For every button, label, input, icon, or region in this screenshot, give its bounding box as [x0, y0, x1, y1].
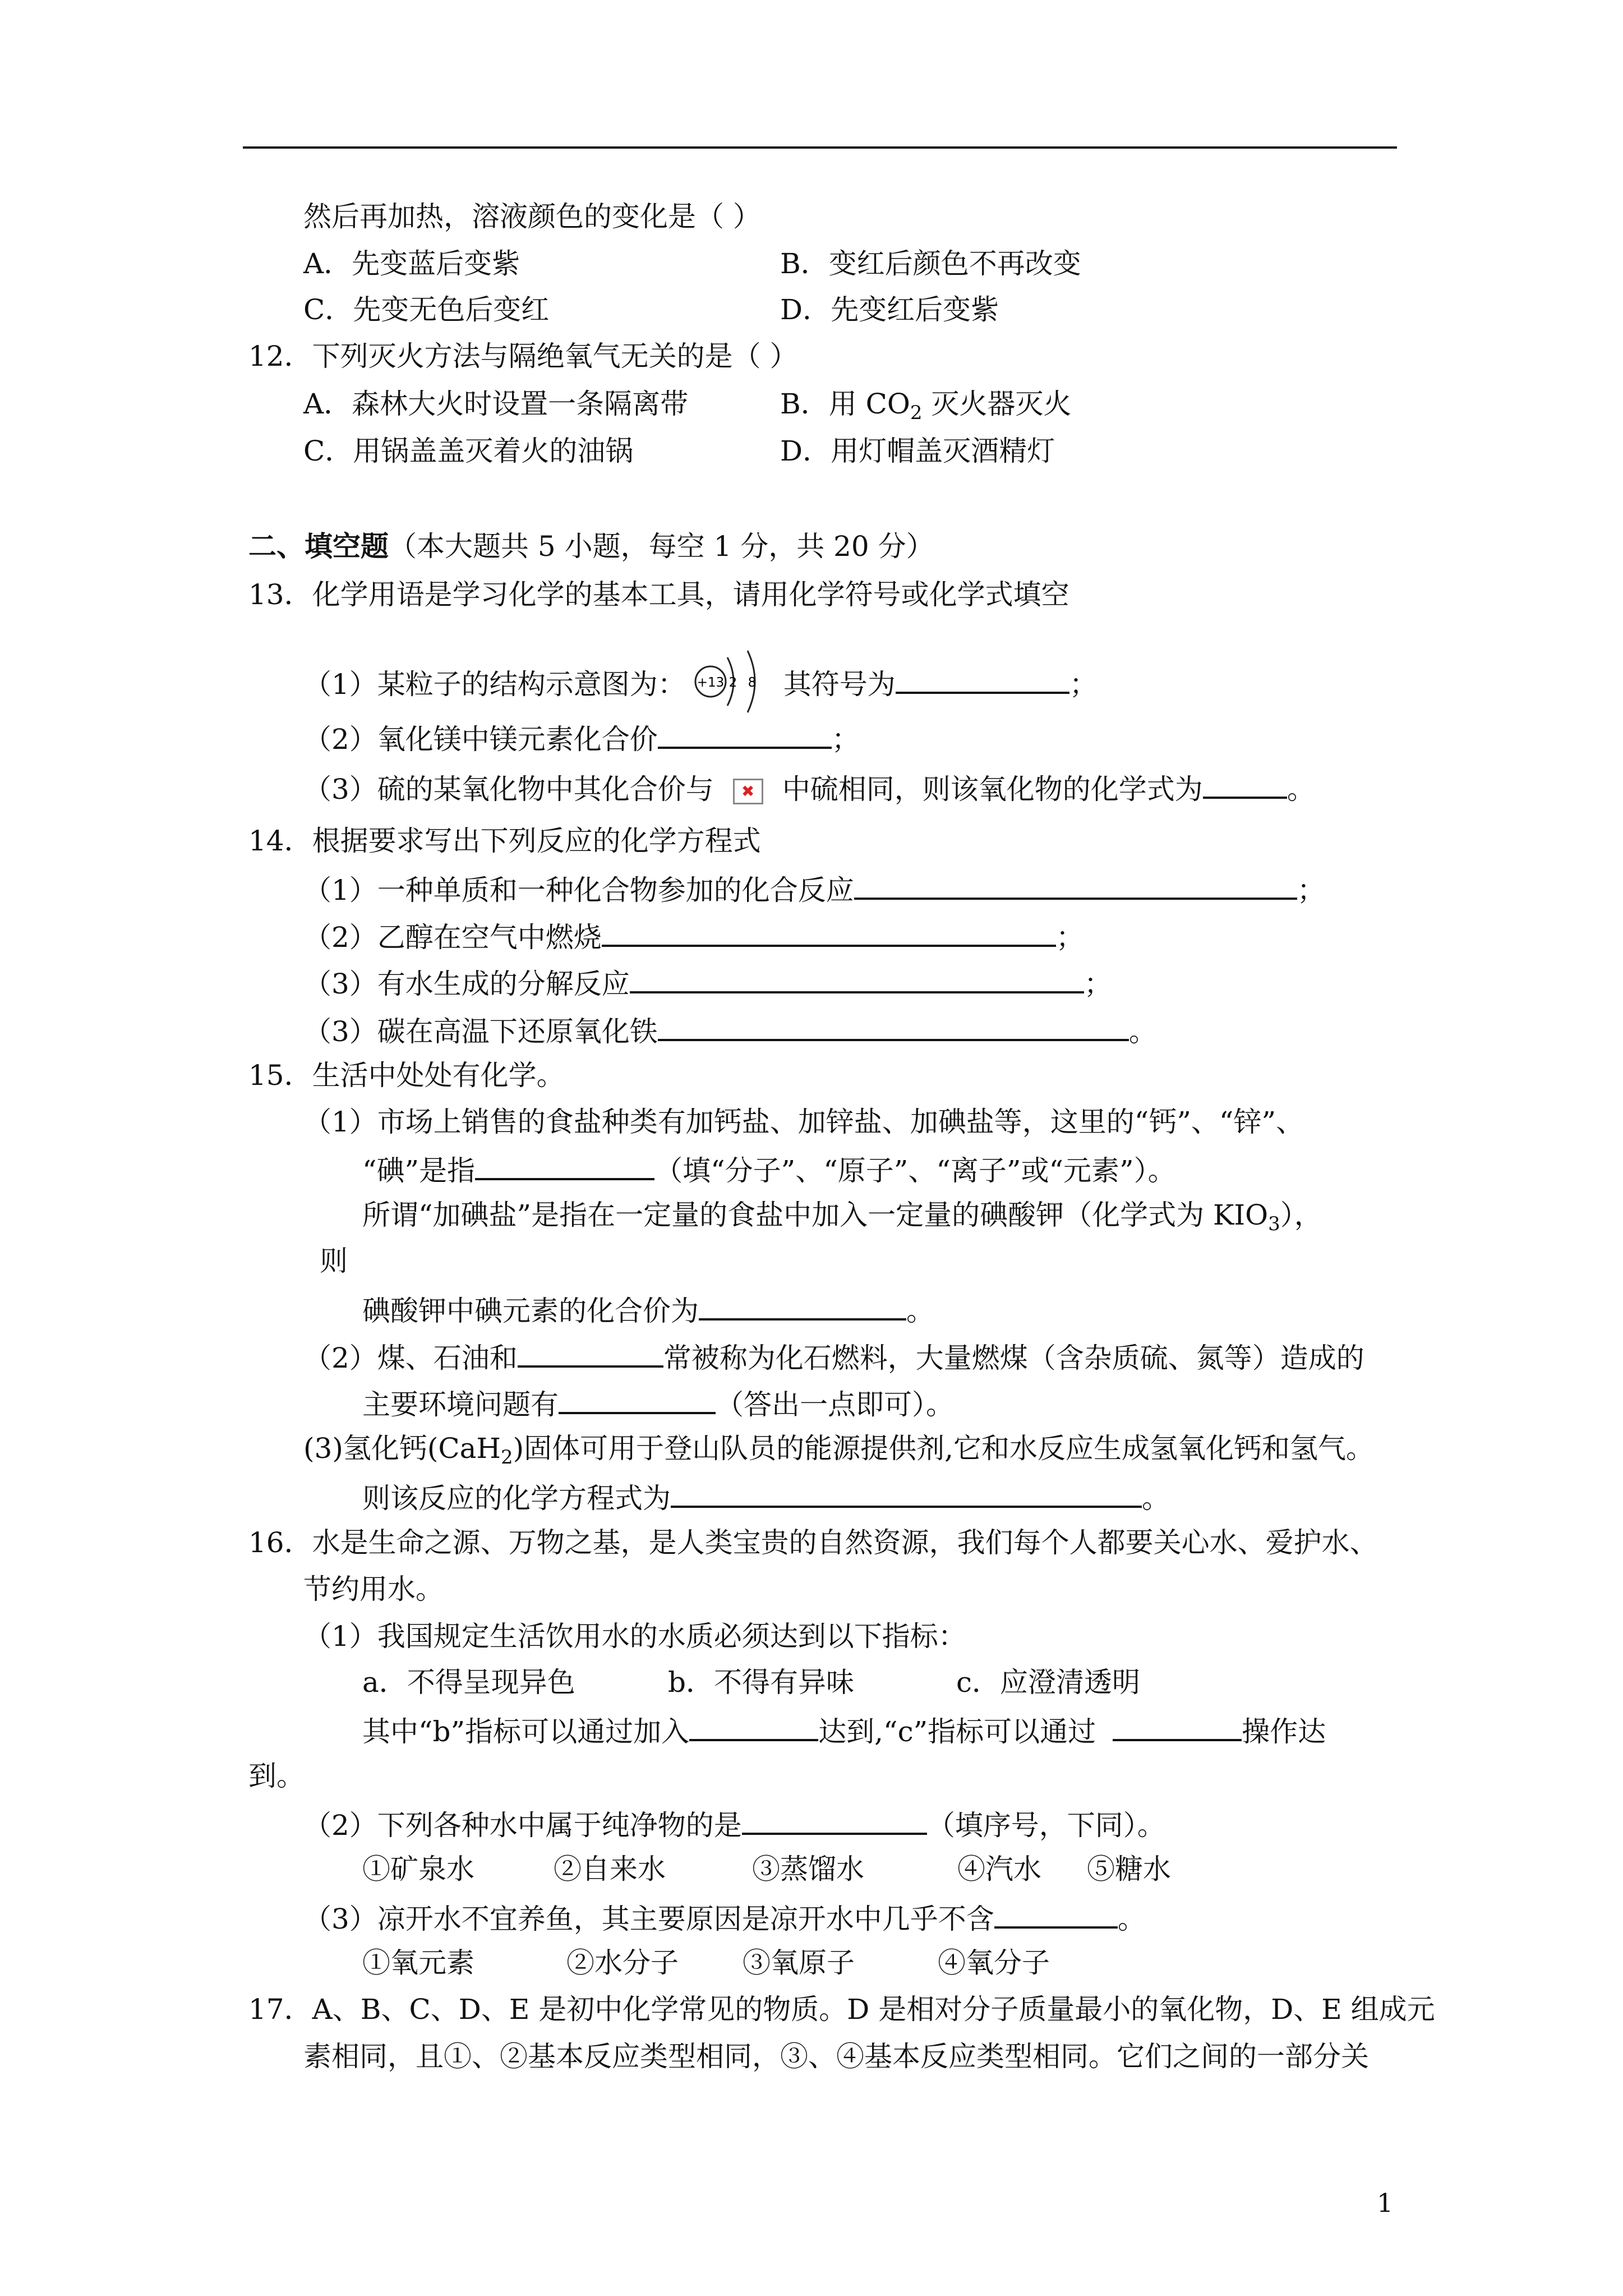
blank-q14-2[interactable] [602, 918, 1056, 947]
q11-option-c: C．先变无色后变红 [303, 293, 550, 326]
atom-shell1-electrons: 2 [728, 675, 737, 690]
q16-indicator-a: a．不得呈现异色 [362, 1666, 575, 1699]
blank-q13-3[interactable] [1203, 770, 1287, 799]
blank-q13-1[interactable] [896, 665, 1069, 694]
atom-nucleus-charge: +13 [697, 675, 725, 690]
q16-stem-line1: 16．水是生命之源、万物之基，是人类宝贵的自然资源，我们每个人都要关心水、爱护水、 [248, 1526, 1378, 1559]
q16-water-option-5: ⑤糖水 [1087, 1853, 1171, 1885]
q16-water-option-2: ②自来水 [554, 1853, 666, 1885]
q12-option-b: B．用 $CO_2$ 灭火器灭火 [780, 388, 1072, 424]
q14-part2: （2）乙醇在空气中燃烧 ； [303, 918, 1084, 954]
q17-stem-line2: 素相同，且①、②基本反应类型相同，③、④基本反应类型相同。它们之间的一部分关 [303, 2040, 1369, 2073]
section-2-heading [248, 530, 934, 563]
q15-part1-line3: 所谓“加碘盐”是指在一定量的食盐中加入一定量的碘酸钾（化学式为 $KIO_3$）， [362, 1199, 1322, 1235]
q16-part1-line3: 其中“b”指标可以通过加入 达到,“c”指标可以通过 操作达 [362, 1712, 1326, 1749]
q15-part1-line2: “碘”是指 （填“分子”、“原子”、“离子”或“元素”）。 [362, 1151, 1176, 1188]
q16-water-option-1: ①矿泉水 [362, 1853, 474, 1885]
page-number: 1 [1377, 2188, 1394, 2218]
q14-stem: 14．根据要求写出下列反应的化学方程式 [248, 825, 761, 857]
blank-q15-4[interactable] [559, 1385, 716, 1414]
section-title: 二、填空题 [248, 530, 389, 563]
q16-oxygen-option-4: ④氧分子 [938, 1947, 1050, 1979]
q13-part1: （1）某粒子的结构示意图为： +13 2 8 其符号为 ； [303, 645, 1098, 728]
blank-q15-3[interactable] [518, 1338, 663, 1368]
blank-q13-2[interactable] [658, 720, 832, 749]
blank-q15-1[interactable] [475, 1151, 654, 1180]
q16-part1-line4: 到。 [248, 1760, 305, 1792]
header-rule [243, 146, 1397, 149]
q16-part2: （2）下列各种水中属于纯净物的是 （填序号，下同）。 [303, 1806, 1165, 1842]
q17-stem-line1: 17．A、B、C、D、E 是初中化学常见的物质。D 是相对分子质量最小的氧化物，D、E 组成元 [248, 1993, 1435, 2026]
q16-water-option-3: ③蒸馏水 [752, 1853, 864, 1885]
q14-part1: （1）一种单质和一种化合物参加的化合反应 ； [303, 871, 1325, 907]
q12-option-a: A．森林大火时设置一条隔离带 [303, 388, 689, 420]
q16-oxygen-option-3: ③氧原子 [743, 1947, 855, 1979]
q11-option-b: B．变红后颜色不再改变 [780, 247, 1081, 280]
q16-water-option-4: ④汽水 [957, 1853, 1041, 1885]
blank-q16-4[interactable] [994, 1899, 1118, 1929]
atom-shell2-electrons: 8 [748, 675, 757, 690]
q15-part2-line1: （2）煤、石油和 常被称为化石燃料，大量燃煤（含杂质硫、氮等）造成的 [303, 1338, 1364, 1375]
blank-q16-1[interactable] [689, 1712, 818, 1741]
q15-part1-line1: （1）市场上销售的食盐种类有加钙盐、加锌盐、加碘盐等，这里的“钙”、“锌”、 [303, 1106, 1304, 1138]
q16-stem-line2: 节约用水。 [303, 1573, 444, 1605]
q16-oxygen-option-1: ①氧元素 [362, 1947, 474, 1979]
q11-option-d: D．先变红后变紫 [780, 293, 999, 326]
q13-part2: （2）氧化镁中镁元素化合价 ； [303, 720, 860, 756]
blank-q15-2[interactable] [699, 1291, 906, 1320]
q15-part1-line4: 则 [320, 1245, 348, 1277]
section-note: （本大题共 5 小题，每空 1 分，共 20 分） [389, 530, 934, 563]
q14-part4: （3）碳在高温下还原氧化铁 。 [303, 1012, 1157, 1048]
q12-option-c: C．用锅盖盖灭着火的油锅 [303, 435, 634, 467]
q11-stem-continued: 然后再加热，溶液颜色的变化是（ ） [303, 200, 761, 233]
broken-image-icon: ✖ [733, 779, 763, 804]
q13-stem: 13．化学用语是学习化学的基本工具，请用化学符号或化学式填空 [248, 578, 1069, 611]
q15-part3-line2: 则该反应的化学方程式为 。 [362, 1479, 1170, 1515]
q16-oxygen-option-2: ②水分子 [566, 1947, 679, 1979]
q12-stem: 12．下列灭火方法与隔绝氧气无关的是（ ） [248, 340, 798, 372]
q16-indicator-c: c．应澄清透明 [956, 1666, 1141, 1699]
blank-q15-5[interactable] [671, 1479, 1142, 1508]
blank-q16-2[interactable] [1113, 1712, 1242, 1741]
q14-part3: （3）有水生成的分解反应 ； [303, 964, 1112, 1001]
blank-q14-1[interactable] [854, 871, 1297, 900]
q16-indicator-b: b．不得有异味 [668, 1666, 855, 1699]
q15-part1-line5: 碘酸钾中碘元素的化合价为 。 [362, 1291, 934, 1328]
blank-q14-4[interactable] [658, 1012, 1129, 1041]
atom-structure-diagram [693, 645, 777, 728]
q12-option-d: D．用灯帽盖灭酒精灯 [780, 435, 1055, 467]
q11-option-a: A．先变蓝后变紫 [303, 247, 520, 280]
q13-part3: （3）硫的某氧化物中其化合价与 ✖ 中硫相同，则该氧化物的化学式为 。 [303, 770, 1315, 806]
q15-part2-line2: 主要环境问题有 （答出一点即可）。 [362, 1385, 954, 1421]
q16-part1: （1）我国规定生活饮用水的水质必须达到以下指标： [303, 1620, 966, 1653]
q16-part3: （3）凉开水不宜养鱼，其主要原因是凉开水中几乎不含 。 [303, 1899, 1146, 1936]
q15-stem: 15．生活中处处有化学。 [248, 1059, 565, 1092]
blank-q14-3[interactable] [630, 964, 1084, 993]
blank-q16-3[interactable] [742, 1806, 927, 1835]
q15-part3-line1: (3)氢化钙(CaH$_2$)固体可用于登山队员的能源提供剂,它和水反应生成氢氧化钙和氢气。 [303, 1432, 1375, 1469]
